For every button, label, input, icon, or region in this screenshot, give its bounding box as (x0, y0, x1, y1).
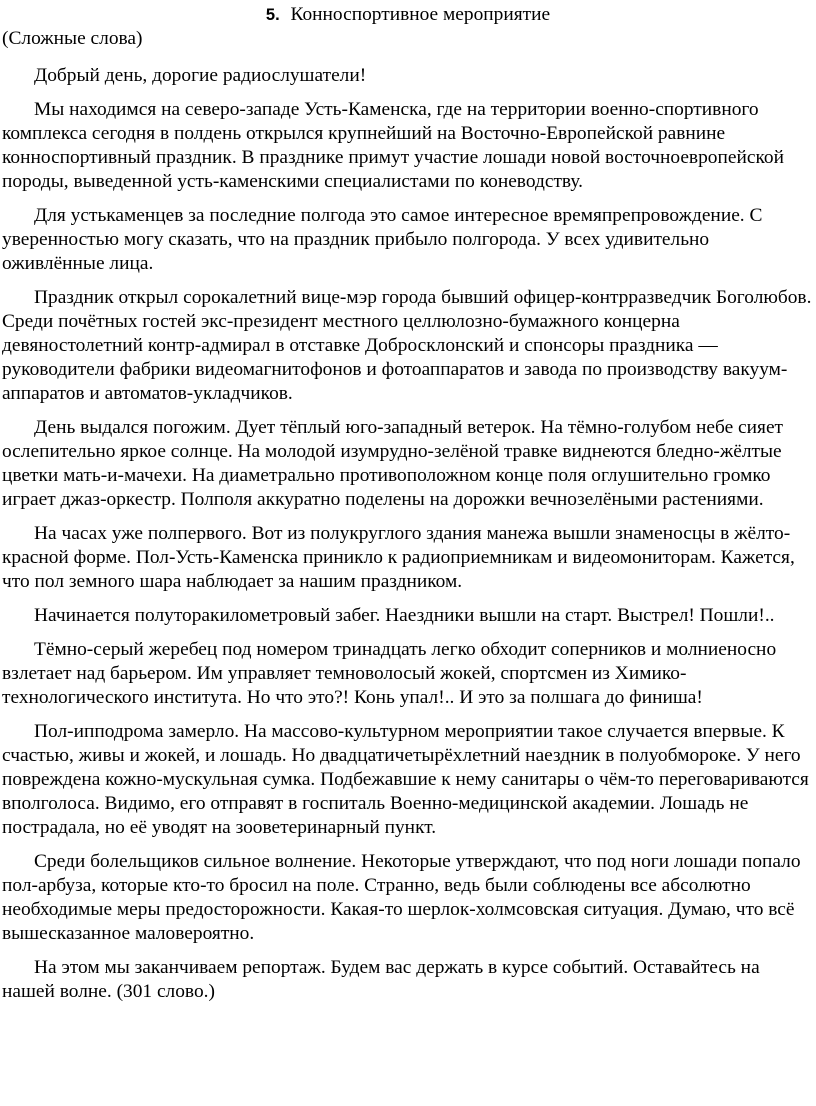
body-text (2, 64, 814, 1014)
document-title (0, 3, 816, 27)
paragraph: Начинается полуторакилометровый забег. Наездники вышли на старт. Выстрел! Пошли!.. (34, 605, 775, 626)
paragraph: Для устькаменцев за последние полгода это самое интересное времяпрепровождение. С уверенностью могу сказать, что на праздник прибыло полгорода. У всех удивительно оживлённые лица. (2, 205, 763, 274)
exercise-number: 5. (265, 6, 280, 24)
paragraph: Мы находимся на северо-западе Усть-Каменска, где на территории военно-спортивного комплекса сегодня в полдень открылся крупнейший на Восточно-Европейской равнине конноспортивный праздник. В празднике примут участие лошади новой восточноевропейской породы, выведенной усть-каменскими специалистами по коневодству. (2, 99, 784, 192)
paragraph: На часах уже полпервого. Вот из полукруглого здания манежа вышли знаменосцы в жёлто-красной форме. Пол-Усть-Каменска приникло к радиоприемникам и видеомониторам. Кажется, что пол земного шара наблюдает за нашим праздником. (2, 523, 795, 592)
paragraph: Тёмно-серый жеребец под номером тринадцать легко обходит соперников и молниеносно взлетает над барьером. Им управляет темноволосый жокей, спортсмен из Химико-технологического института. Но что это?! Конь упал!.. И это за полшага до финиша! (2, 639, 777, 708)
document-subtitle: (Сложные слова) (2, 28, 143, 49)
paragraph: Пол-ипподрома замерло. На массово-культурном мероприятии такое случается впервые. К счастью, живы и жокей, и лошадь. Но двадцатичетырёхлетний наездник в полуобмороке. У него повреждена кожно-мускульная сумка. Подбежавшие к нему санитары о чём-то переговариваются вполголоса. Видимо, его отправят в госпиталь Военно-медицинской академии. Лошадь не пострадала, но её уводят на зооветеринарный пункт. (2, 721, 809, 838)
paragraph-closing: На этом мы заканчиваем репортаж. Будем вас держать в курсе событий. Оставайтесь на нашей волне. (301 слово.) (2, 957, 760, 1002)
title-text: Конноспортивное мероприятие (290, 4, 551, 25)
paragraph: Среди болельщиков сильное волнение. Некоторые утверждают, что под ноги лошади попало пол-арбуза, которые кто-то бросил на поле. Странно, ведь были соблюдены все абсолютно необходимые меры предосторожности. Какая-то шерлок-холмсовская ситуация. Думаю, что всё вышесказанное маловероятно. (2, 851, 801, 944)
paragraph-greeting: Добрый день, дорогие радиослушатели! (34, 65, 367, 86)
paragraph: День выдался погожим. Дует тёплый юго-западный ветерок. На тёмно-голубом небе сияет ослепительно яркое солнце. На молодой изумрудно-зелёной травке виднеются бледно-жёлтые цветки мать-и-мачехи. На диаметрально противоположном конце поля оглушительно громко играет джаз-оркестр. Полполя аккуратно поделены на дорожки вечнозелёными растениями. (2, 417, 784, 510)
paragraph: Праздник открыл сорокалетний вице-мэр города бывший офицер-контрразведчик Боголюбов. Среди почётных гостей экс-президент местного целлюлозно-бумажного концерна девяностолетний контр-адмирал в отставке Добросклонский и спонсоры праздника — руководители фабрики видеомагнитофонов и фотоаппаратов и завода по производству вакуум-аппаратов и автоматов-укладчиков. (2, 287, 812, 404)
